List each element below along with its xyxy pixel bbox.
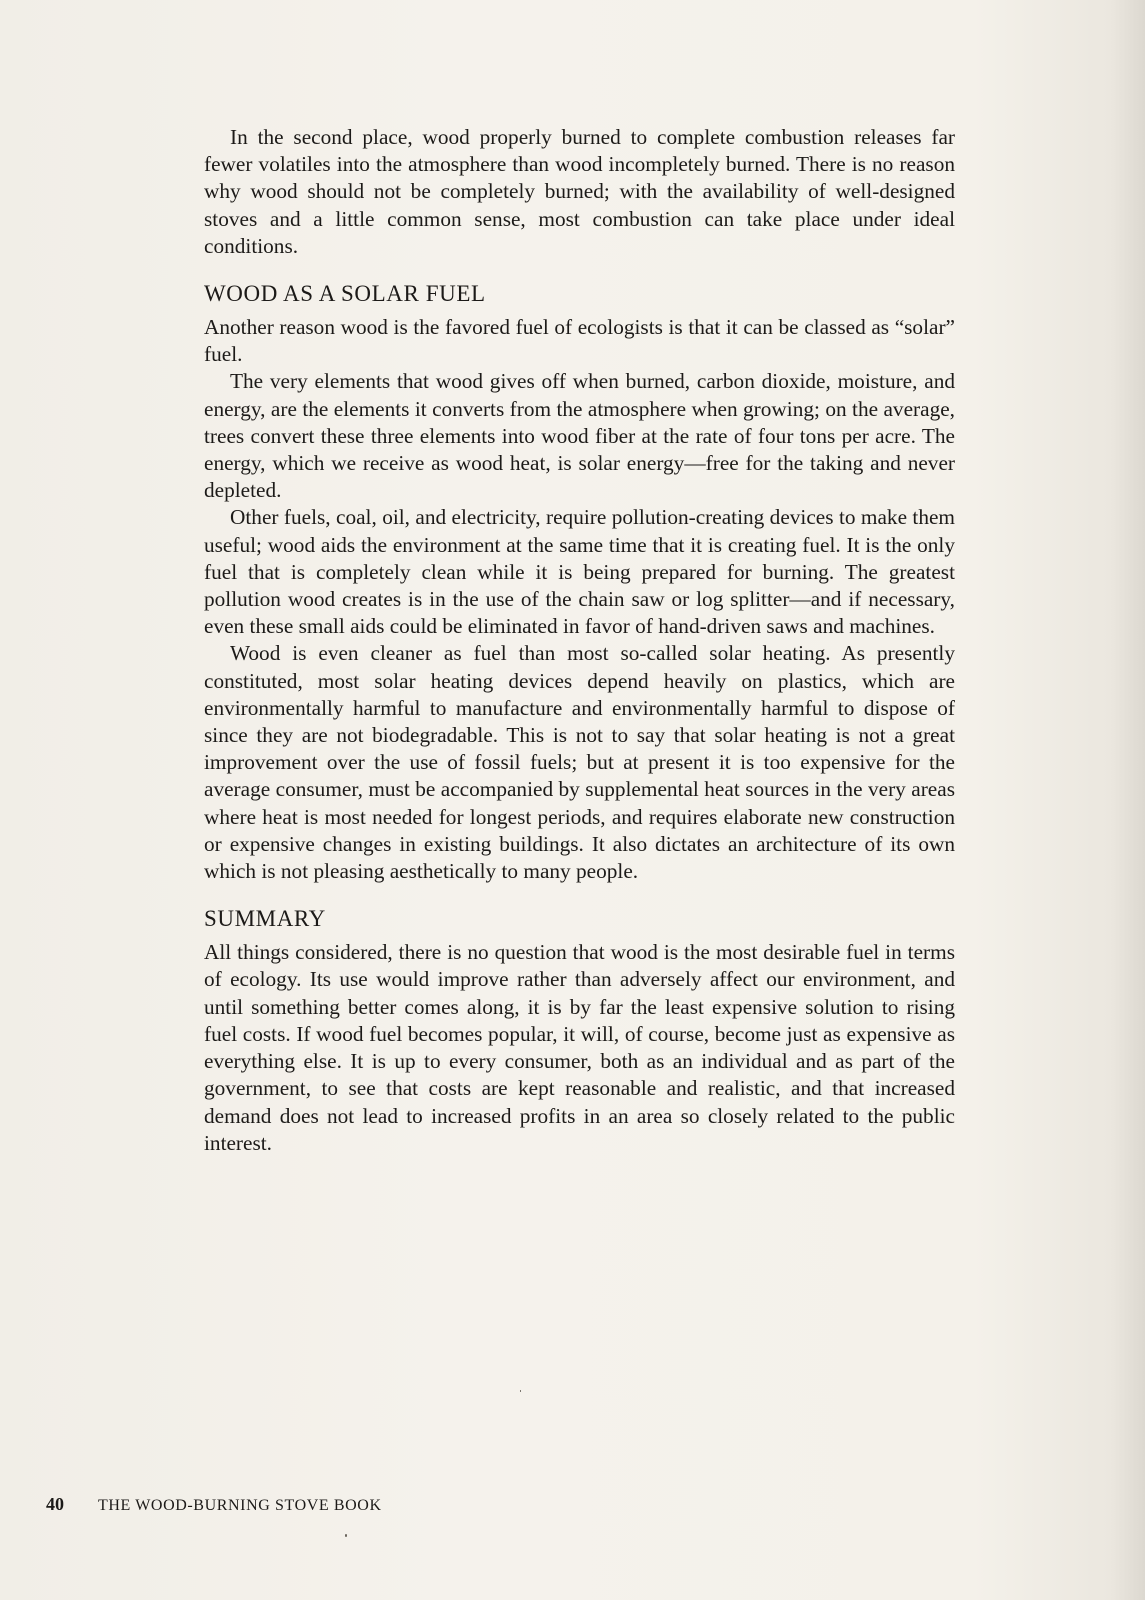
ink-speck bbox=[345, 1534, 347, 1537]
solar-paragraph-1: Another reason wood is the favored fuel of ecologists is that it can be classed as “solar” fuel. bbox=[204, 315, 955, 367]
running-title: THE WOOD-BURNING STOVE BOOK bbox=[98, 1497, 382, 1514]
solar-paragraph-3: Other fuels, coal, oil, and electricity, require pollution-creating devices to make them useful; wood aids the environment at the same time that it is creating fuel. It is the only fuel that is completely clean while it is being prepared for burning. The greatest pollution wood creates is in the use of the chain saw or log splitter—and if necessary, even these small aids could be eliminated in favor of hand-driven saws and machines. bbox=[204, 505, 955, 639]
intro-paragraph: In the second place, wood properly burned to complete combustion releases far fewer volatiles into the atmosphere than wood incompletely burned. There is no reason why wood should not be completely burned; with the availability of well-designed stoves and a little common sense, most combustion can take place under ideal conditions. bbox=[204, 125, 955, 258]
page-number: 40 bbox=[46, 1494, 64, 1514]
summary-paragraph: All things considered, there is no question that wood is the most desirable fuel in terms of ecology. Its use would improve rather than adversely affect our environment, and until something better comes along, it is by far the least expensive solution to rising fuel costs. If wood fuel becomes popular, it will, of course, become just as expensive as everything else. It is up to every consumer, both as an individual and as part of the government, to see that costs are kept reasonable and realistic, and that increased demand does not lead to increased profits in an area so closely related to the public interest. bbox=[204, 940, 955, 1155]
section-heading-summary: SUMMARY bbox=[204, 906, 326, 932]
solar-paragraph-4: Wood is even cleaner as fuel than most so-called solar heating. As presently constituted, most solar heating devices depend heavily on plastics, which are environmentally harmful to manufacture and environmentally harmful to dispose of since they are not biodegradable. This is not to say that solar heating is not a great improvement over the use of fossil fuels; but at present it is too expensive for the average consumer, must be accompanied by supplemental heat sources in the very areas where heat is most needed for longest periods, and requires elaborate new construction or expensive changes in existing buildings. It also dictates an architecture of its own which is not pleasing aesthetically to many people. bbox=[204, 641, 955, 884]
page-footer bbox=[46, 1494, 382, 1516]
ink-speck bbox=[520, 1390, 521, 1392]
page-body bbox=[204, 124, 955, 1157]
solar-paragraph-2: The very elements that wood gives off when burned, carbon dioxide, moisture, and energy, are the elements it converts from the atmosphere when growing; on the average, trees convert these three elements into wood fiber at the rate of four tons per acre. The energy, which we receive as wood heat, is solar energy—free for the taking and never depleted. bbox=[204, 369, 955, 503]
section-heading-solar-fuel: WOOD AS A SOLAR FUEL bbox=[204, 281, 486, 307]
